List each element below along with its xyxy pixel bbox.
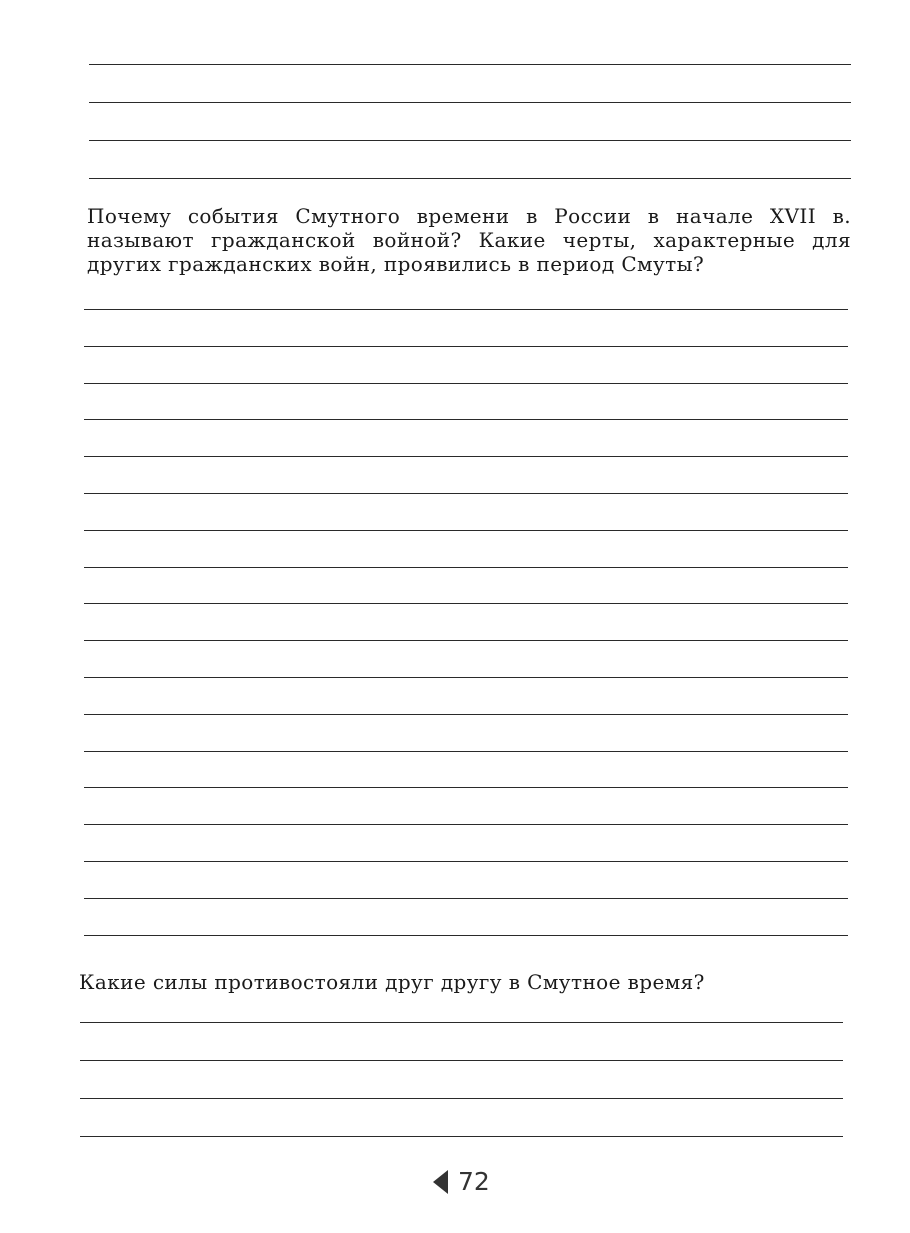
answer-line <box>84 309 848 310</box>
answer-line <box>80 1060 843 1061</box>
answer-line <box>89 140 851 141</box>
answer-line <box>84 640 848 641</box>
answer-line <box>80 1136 843 1137</box>
answer-line <box>80 1098 843 1099</box>
answer-line <box>84 861 848 862</box>
answer-line <box>84 677 848 678</box>
question-opposing-forces: Какие силы противостояли друг другу в Смутное время? <box>79 970 705 994</box>
answer-line <box>84 898 848 899</box>
answer-line <box>84 824 848 825</box>
answer-line <box>84 935 848 936</box>
answer-line <box>84 456 848 457</box>
answer-line <box>84 603 848 604</box>
answer-line <box>89 178 851 179</box>
question-civil-war: Почему события Смутного времени в России в начале XVII в. называют гражданской войной? Какие черты, характерные для других гражданских войн, проявились в период Смуты? <box>87 204 851 276</box>
answer-line <box>84 493 848 494</box>
answer-line <box>84 714 848 715</box>
answer-line <box>84 567 848 568</box>
page-footer <box>433 1168 490 1196</box>
answer-line <box>84 346 848 347</box>
answer-line <box>84 751 848 752</box>
answer-line <box>84 787 848 788</box>
left-triangle-icon <box>433 1170 448 1194</box>
answer-line <box>84 383 848 384</box>
answer-line <box>84 419 848 420</box>
answer-line <box>80 1022 843 1023</box>
answer-line <box>89 102 851 103</box>
answer-line <box>89 64 851 65</box>
answer-line <box>84 530 848 531</box>
page-number: 72 <box>458 1167 490 1196</box>
